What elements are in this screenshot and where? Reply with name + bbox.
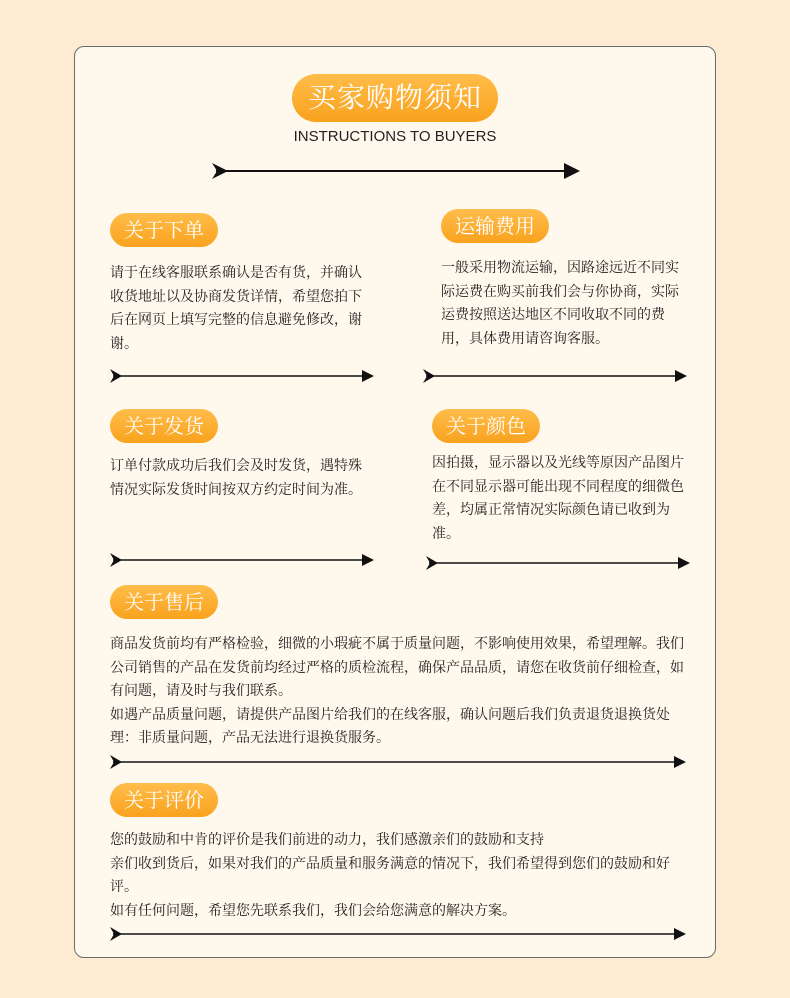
divider-arrow-icon xyxy=(110,924,686,944)
section-text-aftersales xyxy=(110,633,690,751)
page-subtitle: INSTRUCTIONS TO BUYERS xyxy=(293,128,497,145)
paragraph: 亲们收到货后，如果对我们的产品质量和服务满意的情况下，我们希望得到您们的鼓励和好评。 xyxy=(110,855,670,895)
paragraph: 如有任何问题，希望您先联系我们，我们会给您满意的解决方案。 xyxy=(110,902,516,919)
paragraph: 您的鼓励和中肯的评价是我们前进的动力，我们感激亲们的鼓励和支持 xyxy=(110,832,544,848)
divider-arrow-icon xyxy=(110,550,374,570)
section-text-color: 因拍摄，显示器以及光线等原因产品图片在不同显示器可能出现不同程度的细微色差，均属正常情况实际颜色请已收到为准。 xyxy=(432,455,684,542)
divider-arrow-icon xyxy=(110,366,374,386)
divider-arrow-icon xyxy=(110,752,686,772)
section-title-review: 关于评价 xyxy=(110,783,218,817)
section-title-order: 关于下单 xyxy=(110,213,218,247)
section-text-shipping: 一般采用物流运输，因路途远近不同实际运费在购买前我们会与你协商，实际运费按照送达地区不同收取不同的费用，具体费用请咨询客服。 xyxy=(441,260,679,347)
header-arrow-icon xyxy=(212,161,580,181)
page-title: 买家购物须知 xyxy=(292,74,498,122)
section-title-shipping: 运输费用 xyxy=(441,209,549,243)
divider-arrow-icon xyxy=(423,366,687,386)
section-title-delivery: 关于发货 xyxy=(110,409,218,443)
section-text-order: 请于在线客服联系确认是否有货，并确认收货地址以及协商发货详情，希望您拍下后在网页上填写完整的信息避免修改，谢谢。 xyxy=(110,265,362,352)
section-text-delivery: 订单付款成功后我们会及时发货，遇特殊情况实际发货时间按双方约定时间为准。 xyxy=(110,458,362,498)
paragraph: 如遇产品质量问题，请提供产品图片给我们的在线客服，确认问题后我们负责退货退换货处理：非质量问题，产品无法进行退换货服务。 xyxy=(110,706,670,746)
section-text-review xyxy=(110,829,692,923)
section-title-color: 关于颜色 xyxy=(432,409,540,443)
divider-arrow-icon xyxy=(426,553,690,573)
section-title-aftersales: 关于售后 xyxy=(110,585,218,619)
paragraph: 商品发货前均有严格检验，细微的小瑕疵不属于质量问题，不影响使用效果，希望理解。我们公司销售的产品在发货前均经过严格的质检流程，确保产品品质，请您在收货前仔细检查，如有问题，请及时与我们联系。 xyxy=(110,636,684,699)
